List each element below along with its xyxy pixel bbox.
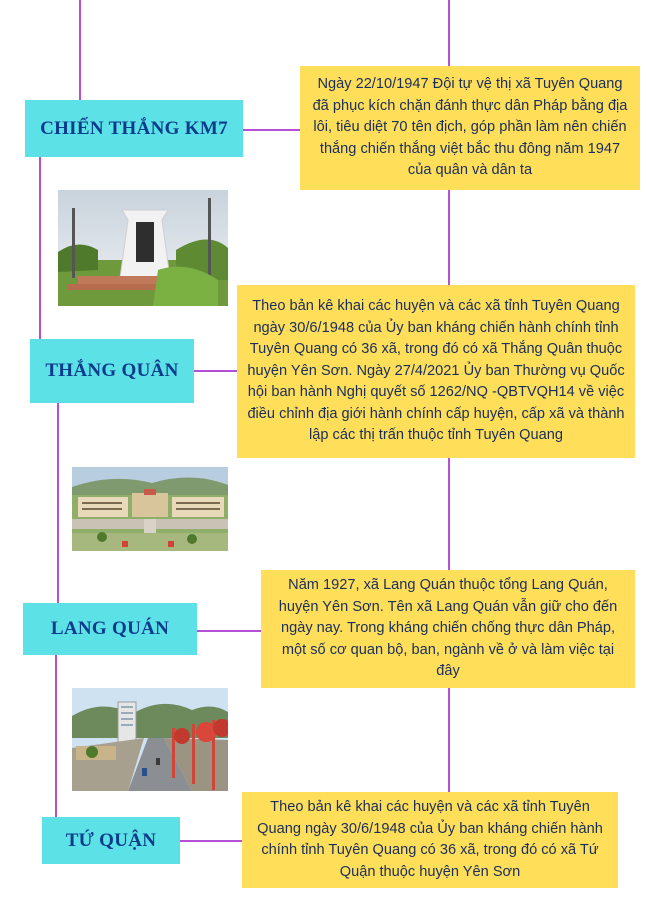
info-box-km7 xyxy=(300,66,640,190)
title-box-tu-quan xyxy=(42,817,180,864)
info-text-tu-quan: Theo bản kê khai các huyện và các xã tỉnh Tuyên Quang ngày 30/6/1948 của Ủy ban kháng chiến hành chính tỉnh Tuyên Quang có 36 xã, trong đó có xã Tứ Quận thuộc huyện Yên Sơn xyxy=(257,799,603,880)
info-text-thang-quan: Theo bản kê khai các huyện và các xã tỉnh Tuyên Quang ngày 30/6/1948 của Ủy ban kháng chiến hành chính tỉnh Tuyên Quang có 36 xã, trong đó có xã Thắng Quân thuộc huyện Yên Sơn. Ngày 27/4/2021 Ủy ban Thường vụ Quốc hội ban hành Nghị quyết số 1262/NQ -QBTVQH14 về việc điều chỉnh địa giới hành chính cấp huyện, cấp xã và thành lập các thị trấn thuộc tỉnh Tuyên Quang xyxy=(247,298,625,444)
connector-lang-quan xyxy=(197,630,261,632)
title-km7: CHIẾN THẮNG KM7 xyxy=(40,117,228,139)
timeline-line-right-bottom xyxy=(448,688,450,792)
timeline-line-right-low xyxy=(448,458,450,570)
timeline-line-right-mid xyxy=(448,190,450,285)
timeline-line-left-1 xyxy=(39,157,41,339)
info-box-tu-quan xyxy=(242,792,618,888)
timeline-line-left-3 xyxy=(55,655,57,817)
administrative-buildings-photo xyxy=(72,467,228,551)
info-box-lang-quan xyxy=(261,570,635,688)
title-thang-quan: THẮNG QUÂN xyxy=(45,360,179,381)
title-box-thang-quan xyxy=(30,339,194,403)
connector-tu-quan xyxy=(180,840,242,842)
title-box-km7 xyxy=(25,100,243,157)
title-box-lang-quan xyxy=(23,603,197,655)
timeline-line-left-top xyxy=(79,0,81,100)
connector-km7 xyxy=(243,129,300,131)
info-text-km7: Ngày 22/10/1947 Đội tự vệ thị xã Tuyên Quang đã phục kích chặn đánh thực dân Pháp bằng địa lôi, tiêu diệt 70 tên địch, góp phần làm nên chiến thắng chiến thắng việt bắc thu đông năm 1947 của quân và dân ta xyxy=(312,76,628,179)
timeline-line-left-2 xyxy=(57,403,59,603)
info-box-thang-quan xyxy=(237,285,635,458)
connector-thang-quan xyxy=(194,370,237,372)
title-tu-quan: TỨ QUẬN xyxy=(65,829,157,851)
timeline-line-right-top xyxy=(448,0,450,66)
memorial-monument-photo xyxy=(58,190,228,306)
street-view-photo xyxy=(72,688,228,791)
info-text-lang-quan: Năm 1927, xã Lang Quán thuộc tổng Lang Quán, huyện Yên Sơn. Tên xã Lang Quán vẫn giữ cho đến ngày nay. Trong kháng chiến chống thực dân Pháp, một số cơ quan bộ, ban, ngành về ở và làm việc tại đây xyxy=(278,577,618,680)
title-lang-quan: LANG QUÁN xyxy=(50,618,170,639)
